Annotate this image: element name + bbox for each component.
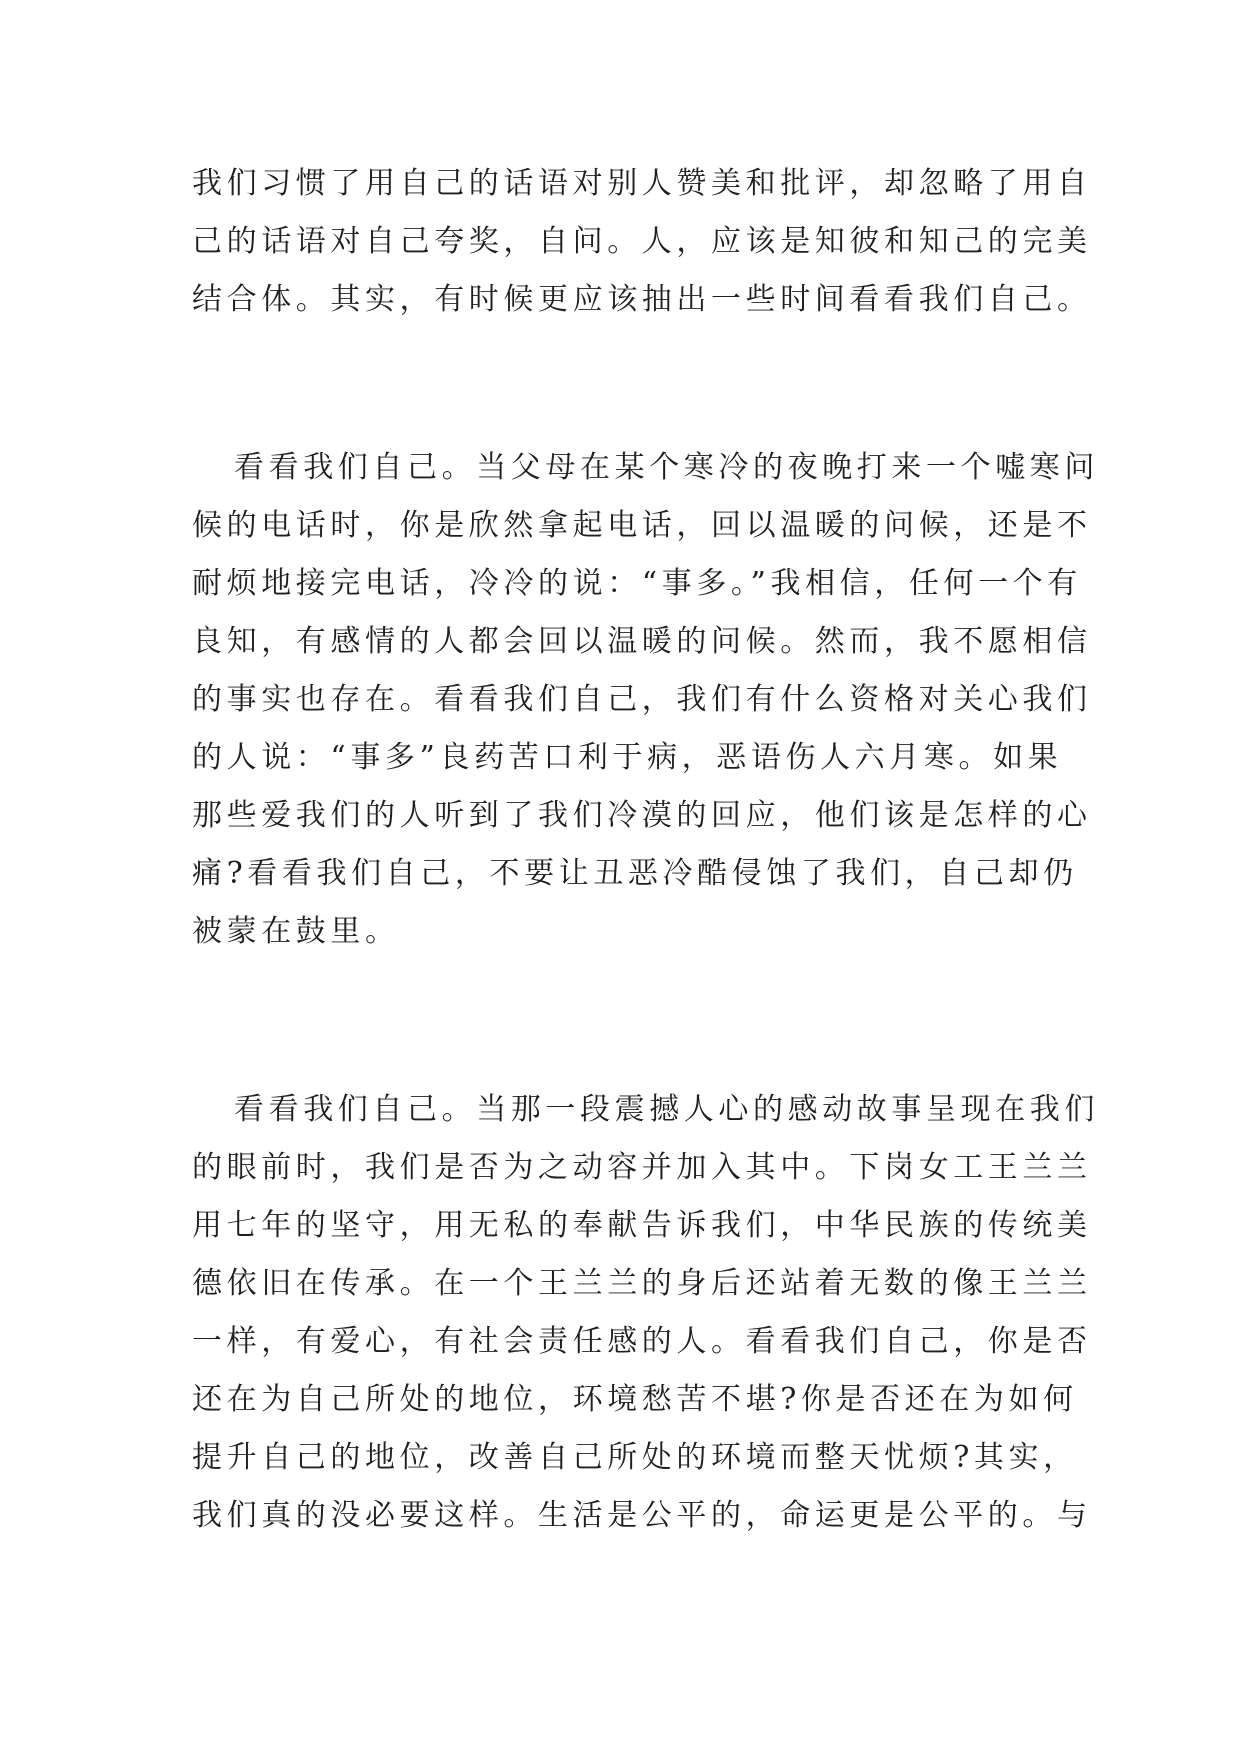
paragraph-3-line-4: 德依旧在传承。在一个王兰兰的身后还站着无数的像王兰兰 [192, 1266, 1092, 1301]
paragraph-2-line-8: 痛?看看我们自己，不要让丑恶冷酷侵蚀了我们，自己却仍 [192, 856, 1078, 891]
paragraph-1-line-1: 我们习惯了用自己的话语对别人赞美和批评，却忽略了用自 [192, 166, 1092, 201]
paragraph-2-line-4: 良知，有感情的人都会回以温暖的问候。然而，我不愿相信 [192, 624, 1092, 659]
paragraph-1-line-3: 结合体。其实，有时候更应该抽出一些时间看看我们自己。 [192, 282, 1092, 317]
paragraph-2-line-5: 的事实也存在。看看我们自己，我们有什么资格对关心我们 [192, 682, 1092, 717]
paragraph-2-line-7: 那些爱我们的人听到了我们冷漠的回应，他们该是怎样的心 [192, 798, 1092, 833]
paragraph-2-line-3: 耐烦地接完电话，冷冷的说：“事多。”我相信，任何一个有 [192, 566, 1082, 601]
paragraph-2-line-6: 的人说：“事多”良药苦口利于病，恶语伤人六月寒。如果 [192, 740, 1063, 775]
paragraph-3-line-5: 一样，有爱心，有社会责任感的人。看看我们自己，你是否 [192, 1324, 1092, 1359]
paragraph-2-line-9: 被蒙在鼓里。 [192, 914, 400, 949]
paragraph-3-line-2: 的眼前时，我们是否为之动容并加入其中。下岗女工王兰兰 [192, 1150, 1092, 1185]
paragraph-3-line-1: 看看我们自己。当那一段震撼人心的感动故事呈现在我们 [234, 1092, 1099, 1127]
paragraph-3-line-7: 提升自己的地位，改善自己所处的环境而整天忧烦?其实， [192, 1440, 1078, 1475]
paragraph-2-line-1: 看看我们自己。当父母在某个寒冷的夜晚打来一个嘘寒问 [234, 450, 1099, 485]
paragraph-2-line-2: 候的电话时，你是欣然拿起电话，回以温暖的问候，还是不 [192, 508, 1092, 543]
paragraph-3-line-8: 我们真的没必要这样。生活是公平的，命运更是公平的。与 [192, 1498, 1092, 1533]
paragraph-3-line-6: 还在为自己所处的地位，环境愁苦不堪?你是否还在为如何 [192, 1382, 1078, 1417]
paragraph-3-line-3: 用七年的坚守，用无私的奉献告诉我们，中华民族的传统美 [192, 1208, 1092, 1243]
paragraph-1-line-2: 己的话语对自己夸奖，自问。人，应该是知彼和知己的完美 [192, 224, 1092, 259]
